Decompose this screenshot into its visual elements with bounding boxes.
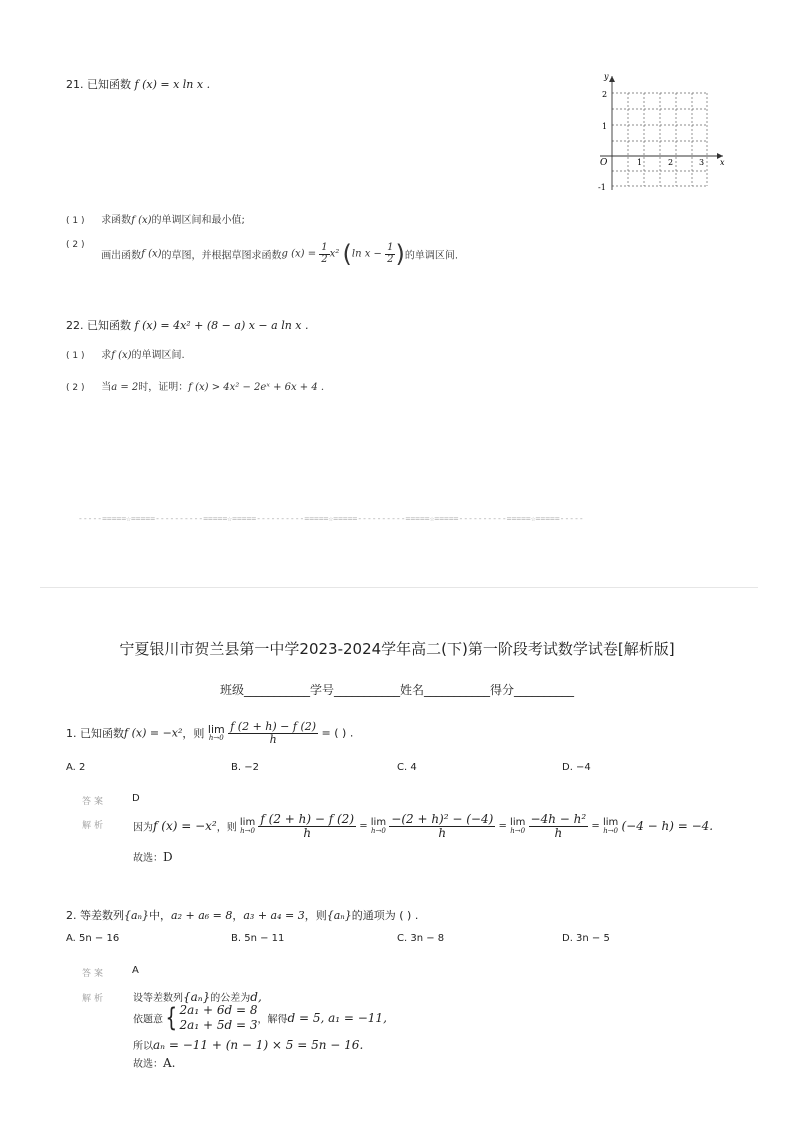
- q21-part2-g: g (x) =: [281, 248, 317, 260]
- x-tick-1: 1: [637, 158, 643, 167]
- lim-under: h→0: [208, 734, 224, 743]
- origin-label: O: [600, 158, 608, 168]
- p1-analysis-label: 解析: [82, 821, 107, 831]
- p2-stem-text-b: 中，: [149, 909, 172, 922]
- frac-num: −(2 + h)² − (−4): [391, 812, 494, 826]
- p2-stem-text-e: 的通项为 ( ) .: [351, 909, 419, 922]
- p2-conclusion: [133, 1055, 175, 1070]
- p1-stem: [66, 721, 353, 745]
- lim-text: lim: [370, 816, 387, 828]
- lim-text: lim: [239, 816, 256, 828]
- q21-part2-text-c: 的单调区间.: [404, 250, 459, 262]
- p2-sequence: {aₙ}: [124, 909, 150, 922]
- p2-option-d[interactable]: D. 3n − 5: [562, 933, 610, 944]
- exam-title: 宁夏银川市贺兰县第一中学2023-2024学年高二(下)第一阶段考试数学试卷[解析版]: [119, 640, 675, 658]
- p2-sequence-2: {aₙ}: [326, 909, 352, 922]
- p2-stem: [66, 907, 418, 923]
- q21-stem: [66, 76, 210, 92]
- frac-den: h: [269, 732, 277, 746]
- sol2-result: d = 5, a₁ = −11,: [287, 1011, 387, 1025]
- p2-option-c[interactable]: C. 3n − 8: [397, 933, 445, 944]
- equation-1: 2a₁ + 6d = 8: [179, 1003, 258, 1017]
- q21-part1-func: f (x): [131, 215, 152, 226]
- q21-part1-text-b: 的单调区间和最小值;: [151, 215, 245, 226]
- conclusion-text: 故选：: [133, 853, 163, 864]
- q22-part1-text-a: 求: [101, 350, 112, 361]
- lim-under: h→0: [240, 826, 255, 835]
- q21-stem-text: 21. 已知函数: [66, 78, 131, 91]
- part-number: ( 2 ): [66, 383, 85, 393]
- p1-fraction: [228, 721, 318, 745]
- sol-fraction-1: [258, 813, 356, 839]
- fraction-half: [319, 243, 329, 265]
- q22-part2-text-a: 当: [101, 382, 112, 393]
- sol1-text-b: 的公差为: [210, 993, 251, 1004]
- q21-part2: [66, 240, 458, 268]
- y-axis-arrow: [609, 76, 615, 82]
- q22-part2: [66, 378, 324, 393]
- sol2-text-a: 依题意: [133, 1014, 163, 1026]
- q21-coordinate-grid: [590, 70, 730, 195]
- part-number: ( 2 ): [66, 240, 85, 250]
- p1-option-d[interactable]: D. −4: [562, 762, 591, 773]
- sol3-expression: aₙ = −11 + (n − 1) × 5 = 5n − 16.: [153, 1038, 364, 1052]
- p2-stem-text-d: ，则: [304, 909, 327, 922]
- x-tick-3: 3: [699, 158, 705, 167]
- conclusion-text: 故选：: [133, 1059, 163, 1070]
- sol-function: f (x) = −x²: [153, 819, 217, 834]
- p2-answer-label: 答案: [82, 969, 107, 979]
- lim-under: h→0: [371, 826, 386, 835]
- lim-text: lim: [510, 816, 526, 828]
- lim-text: lim: [602, 816, 619, 828]
- q21-part2-text-b: 的草图，并根据草图求函数: [161, 250, 282, 262]
- lim-under: h→0: [603, 826, 619, 835]
- frac-den: h: [554, 825, 563, 840]
- sol1-d: d,: [250, 990, 262, 1004]
- p2-stem-text-c: ，: [232, 909, 244, 922]
- frac-num: −4h − h²: [530, 812, 587, 826]
- x-axis-label: x: [720, 158, 725, 167]
- p1-stem-text-b: ，则: [182, 727, 205, 741]
- q21-part2-text-a: 画出函数: [101, 250, 142, 262]
- q21-part1: [66, 211, 245, 226]
- frac-num: 1: [387, 242, 394, 253]
- sol3-text-a: 所以: [133, 1041, 153, 1052]
- q21-part1-text-a: 求函数: [101, 215, 132, 226]
- x-squared: x²: [329, 248, 340, 260]
- p2-stem-text-a: 2. 等差数列: [66, 909, 124, 922]
- frac-den: h: [438, 825, 447, 840]
- p2-option-b[interactable]: B. 5n − 11: [231, 933, 285, 944]
- p1-solution-line: 因为f (x) = −x²，则 lim h→0 $\frac{f (2 + h) - f (2)}{h}$ = lim h→0 $\frac{\text{−(2 + h)² − (−4)}}{h}$ = lim h→0 $\frac{\text{−4h − h²}}{h}$ = lim h→0 (−4 − h) = −4.: [133, 812, 714, 840]
- y-tick-2: 2: [602, 90, 608, 99]
- equation-2: 2a₁ + 5d = 3: [179, 1018, 258, 1032]
- p2-cond2: a₃ + a₄ = 3: [243, 909, 305, 922]
- q22-part2-expr: f (x) > 4x² − 2eˣ + 6x + 4 .: [188, 382, 325, 393]
- lim-under: h→0: [510, 826, 526, 835]
- sol2-text-b: ，解得: [257, 1014, 288, 1026]
- q22-part1-text-b: 的单调区间.: [131, 350, 185, 361]
- x-tick-2: 2: [668, 158, 674, 167]
- sol1-text-a: 设等差数列: [133, 993, 183, 1004]
- y-tick-neg1: -1: [598, 183, 606, 192]
- ln-part: ln x −: [351, 248, 382, 260]
- sol-fraction-2: [389, 813, 495, 839]
- p1-conclusion: [133, 849, 173, 864]
- frac-num: 1: [321, 242, 328, 253]
- q22-stem: [66, 317, 309, 333]
- q22-stem-text: 22. 已知函数: [66, 319, 131, 332]
- conclusion-choice: A.: [163, 1056, 176, 1070]
- p2-analysis-label: 解析: [82, 994, 107, 1004]
- p1-function: f (x) = −x²: [124, 726, 183, 740]
- p1-option-c[interactable]: C. 4: [397, 762, 417, 773]
- fraction-half-2: [385, 243, 395, 265]
- p1-option-a[interactable]: A. 2: [66, 762, 86, 773]
- y-tick-1: 1: [602, 122, 608, 131]
- p2-solution-line3: [133, 1037, 363, 1052]
- p1-stem-text-a: 1. 已知函数: [66, 727, 124, 741]
- limit-operator: [208, 724, 225, 742]
- sol-text-b: ，则: [216, 822, 237, 834]
- p1-stem-text-c: = ( ) .: [321, 726, 354, 740]
- p1-answer-label: 答案: [82, 797, 107, 807]
- sol-fraction-3: [529, 813, 589, 839]
- grid-lines: [612, 93, 707, 186]
- frac-den: h: [303, 825, 312, 840]
- q22-part2-cond: a = 2: [111, 382, 139, 393]
- q22-part1: [66, 346, 185, 361]
- left-brace: {: [165, 1003, 178, 1033]
- frac-num: f (2 + h) − f (2): [260, 812, 354, 826]
- limit-operator: [240, 818, 255, 835]
- left-paren: (: [342, 240, 352, 268]
- frac-den: 2: [387, 253, 394, 265]
- page-divider: [40, 587, 758, 588]
- equation-system: [180, 1003, 258, 1033]
- limit-operator: [603, 818, 618, 835]
- p1-option-b[interactable]: B. −2: [231, 762, 259, 773]
- q21-part2-func: f (x): [141, 248, 162, 260]
- limit-operator: [510, 818, 525, 835]
- q21-function: f (x) = x ln x .: [134, 78, 211, 91]
- q22-part2-text-b: 时，证明：: [138, 382, 189, 393]
- section-separator: -----=====☆=====----------=====☆=====----------=====☆=====----------=====☆=====----------=====☆=====-----: [78, 514, 584, 523]
- sol-tail: (−4 − h) = −4.: [621, 819, 714, 834]
- frac-den: 2: [321, 253, 328, 265]
- part-number: ( 1 ): [66, 351, 85, 361]
- sol-text-a: 因为: [133, 822, 153, 834]
- q22-part1-func: f (x): [111, 350, 132, 361]
- p1-answer-value: D: [132, 793, 140, 804]
- student-info-line: 班级___________学号___________姓名___________得分__________: [219, 683, 574, 697]
- p2-option-a[interactable]: A. 5n − 16: [66, 933, 120, 944]
- right-paren: ): [395, 240, 405, 268]
- p2-cond1: a₂ + a₆ = 8: [171, 909, 233, 922]
- p2-answer-value: A: [132, 965, 139, 976]
- conclusion-choice: D: [163, 850, 173, 864]
- frac-num: f (2 + h) − f (2): [230, 720, 317, 733]
- p2-solution-line2: [133, 1003, 387, 1033]
- limit-operator: [371, 818, 386, 835]
- y-axis-label: y: [604, 72, 609, 81]
- part-number: ( 1 ): [66, 216, 85, 226]
- p2-solution-line1: [133, 989, 262, 1004]
- q22-function: f (x) = 4x² + (8 − a) x − a ln x .: [134, 319, 309, 332]
- sol1-sequence: {aₙ}: [183, 990, 211, 1004]
- lim-text: lim: [207, 723, 225, 737]
